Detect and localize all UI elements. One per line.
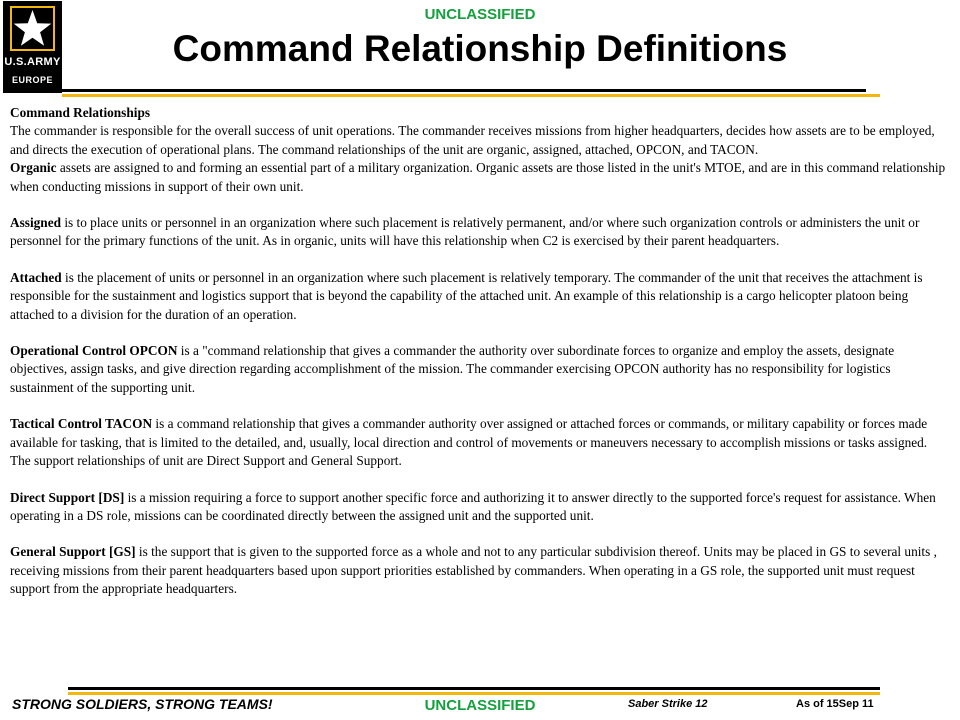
assigned-definition: Assigned is to place units or personnel in an organization where such placement is relatively permanent, and/or where such organization controls or administers the unit or personnel for the primary functions of the unit. As in organic, units will have this relationship when C2 is exercised by their parent headquarters. [10, 215, 920, 249]
opcon-definition: Operational Control OPCON is a "command relationship that gives a commander the authority over subordinate forces to organize and employ the assets, designate objectives, assign tasks, and give direction regarding accomplishment of the mission. The commander exercising OPCON authority has no responsibility for logistics sustainment of the supporting unit. [10, 343, 895, 395]
definitions-body [10, 104, 954, 599]
term-assigned: Assigned [10, 215, 61, 231]
intro-heading: Command Relationships [10, 105, 151, 120]
footer-divider-gold [68, 692, 880, 695]
footer-motto: STRONG SOLDIERS, STRONG TEAMS! [12, 696, 273, 712]
title-divider-black [62, 89, 866, 92]
classification-banner-top: UNCLASSIFIED [424, 6, 536, 23]
ds-definition: Direct Support [DS] is a mission requiring a force to support another specific force and authorizing it to answer directly to the supported force's request for assistance. When operating in a DS role, missions can be coordinated directly between the assigned unit and the supported unit. [10, 489, 936, 523]
term-organic: Organic [10, 160, 57, 176]
tacon-definition: Tactical Control TACON is a command relationship that gives a commander authority over assigned or attached forces or commands, or military capability or forces made available for tasking, that is limited to the detailed, and, usually, local direction and control of movements or maneuvers necessary to accomplish missions or tasks assigned. [10, 416, 928, 450]
footer-exercise-name: Saber Strike 12 [628, 698, 708, 710]
term-ds: Direct Support [DS] [10, 489, 125, 505]
title-divider-gold [62, 94, 880, 97]
page-title: Command Relationship Definitions [172, 28, 788, 69]
term-tacon: Tactical Control TACON [10, 416, 153, 432]
classification-banner-bottom: UNCLASSIFIED [424, 697, 536, 714]
term-attached: Attached [10, 269, 62, 285]
logo-line1: U.S.ARMY [4, 56, 61, 68]
support-intro: The support relationships of unit are Direct Support and General Support. [10, 453, 402, 469]
attached-definition: Attached is the placement of units or personnel in an organization where such placement is relatively temporary. The commander of the unit that receives the attachment is responsible for the sustainment and logistics support that is beyond the capability of the attached unit. An example of this relationship is a cargo helicopter platoon being attached to a division for the duration of an operation. [10, 269, 923, 322]
footer-date: As of 15Sep 11 [796, 698, 874, 710]
organic-definition: Organic assets are assigned to and forming an essential part of a military organization. Organic assets are those listed in the unit's MTOE, and are in this command relationship when conducting missions in support of their own unit. [10, 160, 946, 194]
gs-definition: General Support [GS] is the support that is given to the supported force as a whole and not to any particular subdivision thereof. Units may be placed in GS to several units , receiving missions from their parent headquarters based upon support priorities established by commanders. When operating in a GS role, the supported unit must request support from the appropriate headquarters. [10, 544, 937, 597]
term-gs: General Support [GS] [10, 544, 136, 560]
intro-paragraph: The commander is responsible for the overall success of unit operations. The commander receives missions from higher headquarters, decides how assets are to be employed, and directs the execution of operational plans. The command relationships of the unit are organic, assigned, attached, OPCON, and TACON. [10, 123, 935, 157]
term-opcon: Operational Control OPCON [10, 343, 178, 359]
logo-line2: EUROPE [11, 75, 53, 85]
footer-divider-black [68, 687, 880, 690]
